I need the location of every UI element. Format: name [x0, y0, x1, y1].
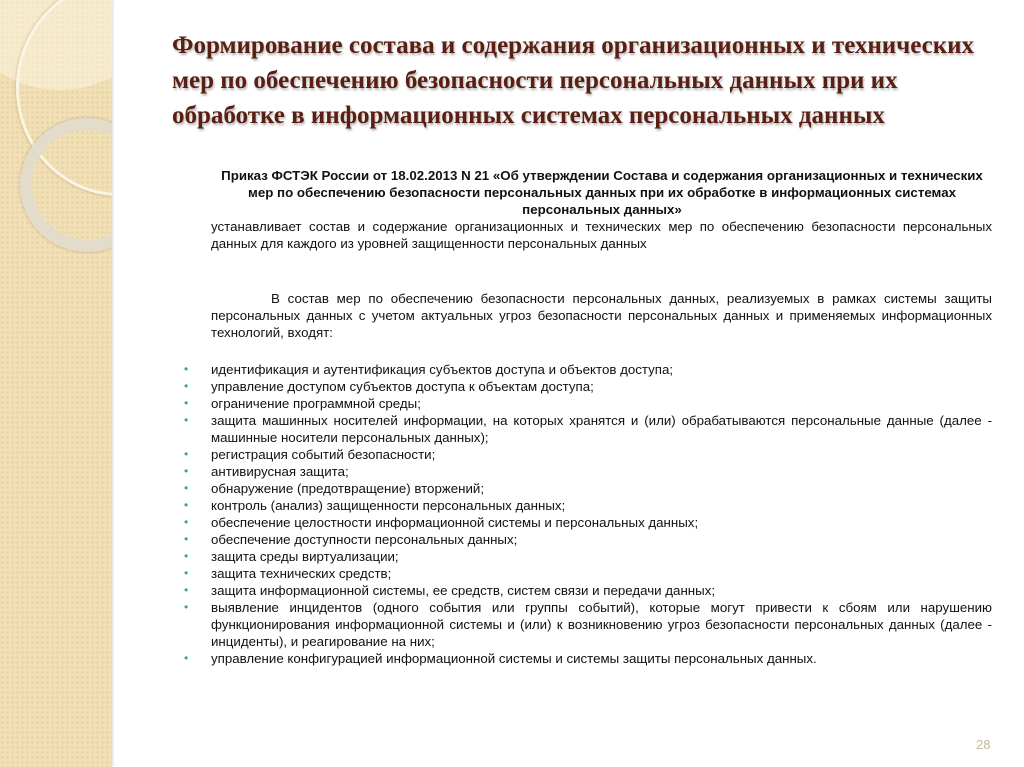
list-item: [184, 548, 992, 565]
list-item-text: антивирусная защита;: [211, 464, 349, 479]
list-item-text: идентификация и аутентификация субъектов доступа и объектов доступа;: [211, 362, 674, 377]
order-reference: Приказ ФСТЭК России от 18.02.2013 N 21 «Об утверждении Состава и содержания организационных и технических мер по обеспечению безопасности персональных данных при их обработке в информационных системах персональных данных»: [221, 168, 983, 217]
bullet-icon: •: [184, 515, 189, 529]
list-item: [184, 565, 992, 582]
list-item: [184, 514, 992, 531]
slide-title: Формирование состава и содержания организационных и технических мер по обеспечению безопасности персональных данных при их обработке в информационных системах персональных данных: [172, 32, 975, 129]
measures-list: [184, 361, 992, 667]
bullet-icon: •: [184, 498, 189, 512]
list-item-text: обеспечение доступности персональных данных;: [211, 532, 518, 547]
bullet-icon: •: [184, 379, 189, 393]
list-item: [184, 531, 992, 548]
list-item: [184, 463, 992, 480]
list-item: [184, 395, 992, 412]
bullet-icon: •: [184, 651, 189, 665]
intro-paragraph: устанавливает состав и содержание организационных и технических мер по обеспечению безопасности персональных данных для каждого из уровней защищенности персональных данных: [211, 219, 992, 251]
list-item-text: защита технических средств;: [211, 566, 392, 581]
list-item-text: обеспечение целостности информационной системы и персональных данных;: [211, 515, 699, 530]
list-item: [184, 650, 992, 667]
bullet-icon: •: [184, 447, 189, 461]
bullet-icon: •: [184, 549, 189, 563]
decorative-sidebar: [0, 0, 112, 767]
list-item-text: защита информационной системы, ее средств, систем связи и передачи данных;: [211, 583, 716, 598]
bullet-icon: •: [184, 464, 189, 478]
list-item-text: выявление инцидентов (одного события или группы событий), которые могут привести к сбоям или нарушению функционирования информационной системы и (или) к возникновению угроз безопасности персональных данных (далее - инциденты), и реагирование на них;: [211, 600, 992, 649]
page-number: 28: [976, 737, 991, 752]
list-item-text: ограничение программной среды;: [211, 396, 421, 411]
list-item: [184, 599, 992, 650]
bullet-icon: •: [184, 362, 189, 376]
list-item: [184, 480, 992, 497]
list-item: [184, 361, 992, 378]
list-item-text: управление конфигурацией информационной системы и системы защиты персональных данных.: [211, 651, 817, 666]
bullet-icon: •: [184, 532, 189, 546]
bullet-icon: •: [184, 600, 189, 614]
bullet-icon: •: [184, 583, 189, 597]
bullet-icon: •: [184, 481, 189, 495]
list-item-text: обнаружение (предотвращение) вторжений;: [211, 481, 485, 496]
list-item: [184, 582, 992, 599]
bullet-icon: •: [184, 566, 189, 580]
list-item-text: защита среды виртуализации;: [211, 549, 399, 564]
list-item-text: регистрация событий безопасности;: [211, 447, 436, 462]
list-item-text: защита машинных носителей информации, на которых хранятся и (или) обрабатываются персональные данные (далее - машинные носители персональных данных);: [211, 413, 992, 445]
list-item: [184, 412, 992, 446]
list-item-text: управление доступом субъектов доступа к объектам доступа;: [211, 379, 594, 394]
bullet-icon: •: [184, 396, 189, 410]
list-item: [184, 497, 992, 514]
list-item: [184, 446, 992, 463]
measures-paragraph: В состав мер по обеспечению безопасности персональных данных, реализуемых в рамках системы защиты персональных данных с учетом актуальных угроз безопасности персональных данных и применяемых информационных технологий, входят:: [211, 291, 992, 340]
list-item-text: контроль (анализ) защищенности персональных данных;: [211, 498, 566, 513]
list-item: [184, 378, 992, 395]
bullet-icon: •: [184, 413, 189, 427]
